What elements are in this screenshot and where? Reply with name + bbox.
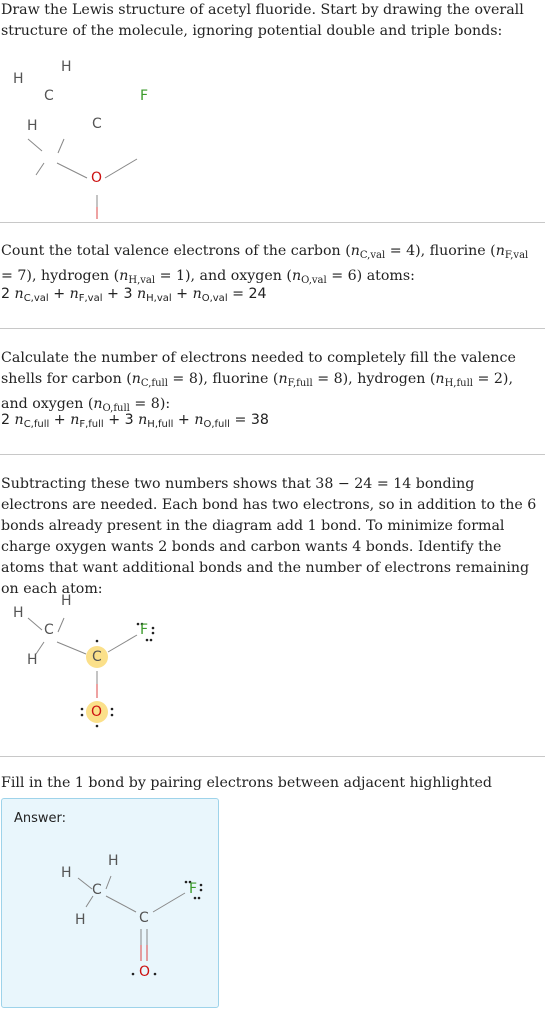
atom-c-carbonyl: C xyxy=(92,116,102,132)
step5-text: Fill in the 1 bond by pairing electrons between adjacent highlighted xyxy=(1,775,492,791)
atom-o: O xyxy=(91,170,103,186)
atom-h-left: H xyxy=(13,71,24,87)
atom-o: O xyxy=(139,964,151,980)
answer-box xyxy=(1,798,219,1008)
separator xyxy=(0,756,545,757)
answer-label: Answer: xyxy=(14,811,67,826)
step3-text: Calculate the number of electrons needed to completely fill the valence shells for carbon $(n_{C,full} = 8)$, fluorine $(n_{F,full} = 8)$, hydrogen $(n_{H,full} = 2)$, and oxygen $(n_{O,full} = 8)$: xyxy=(1,350,516,414)
atom-o: O xyxy=(91,704,103,720)
atom-h-top: H xyxy=(108,853,119,869)
step2-text: Count the total valence electrons of the carbon $(n_{C,val} = 4)$, fluorine $(n_{F,val} = 7)$, hydrogen $(n_{H,val} = 1)$, and oxygen $(n_{O,val} = 6)$ atoms: xyxy=(1,243,529,286)
atom-c-carbonyl: C xyxy=(92,649,102,665)
step4-text: Subtracting these two numbers shows that 38 − 24 = 14 bonding electrons are needed. Each bond has two electrons, so in addition to the 6 bonds already present in the diagram add 1 bond. To minimize formal charge oxygen wants 2 bonds and carbon wants 4 bonds. Identify the atoms that want additional bonds and the number of electrons remaining on each atom: xyxy=(1,476,537,597)
atom-f: F xyxy=(189,881,198,897)
atom-h-bottom: H xyxy=(75,912,86,928)
atom-c-methyl: C xyxy=(92,882,102,898)
atom-f: F xyxy=(140,622,149,638)
final-lewis-structure xyxy=(2,799,218,1007)
separator xyxy=(0,328,545,329)
atom-h-left: H xyxy=(13,605,24,621)
atom-c-methyl: C xyxy=(44,88,54,104)
atom-h-top: H xyxy=(61,593,72,609)
atom-f: F xyxy=(140,88,149,104)
atom-h-bottom: H xyxy=(27,118,38,134)
atom-c-carbonyl: C xyxy=(139,910,149,926)
atom-h-left: H xyxy=(61,865,72,881)
atom-c-methyl: C xyxy=(44,622,54,638)
separator xyxy=(0,222,545,223)
step1-text: Draw the Lewis structure of acetyl fluoride. Start by drawing the overall structure of the molecule, ignoring potential double and triple bonds: xyxy=(1,2,524,39)
step3-formula: 2 $n_{C,full} + n_{F,full} + 3$ $n_{H,full} + n_{O,full} = 38$ xyxy=(1,412,269,430)
atom-h-top: H xyxy=(61,59,72,75)
atom-h-bottom: H xyxy=(27,652,38,668)
separator xyxy=(0,454,545,455)
step2-formula: 2 $n_{C,val} + n_{F,val} + 3$ $n_{H,val} + n_{O,val} = 24$ xyxy=(1,286,267,304)
